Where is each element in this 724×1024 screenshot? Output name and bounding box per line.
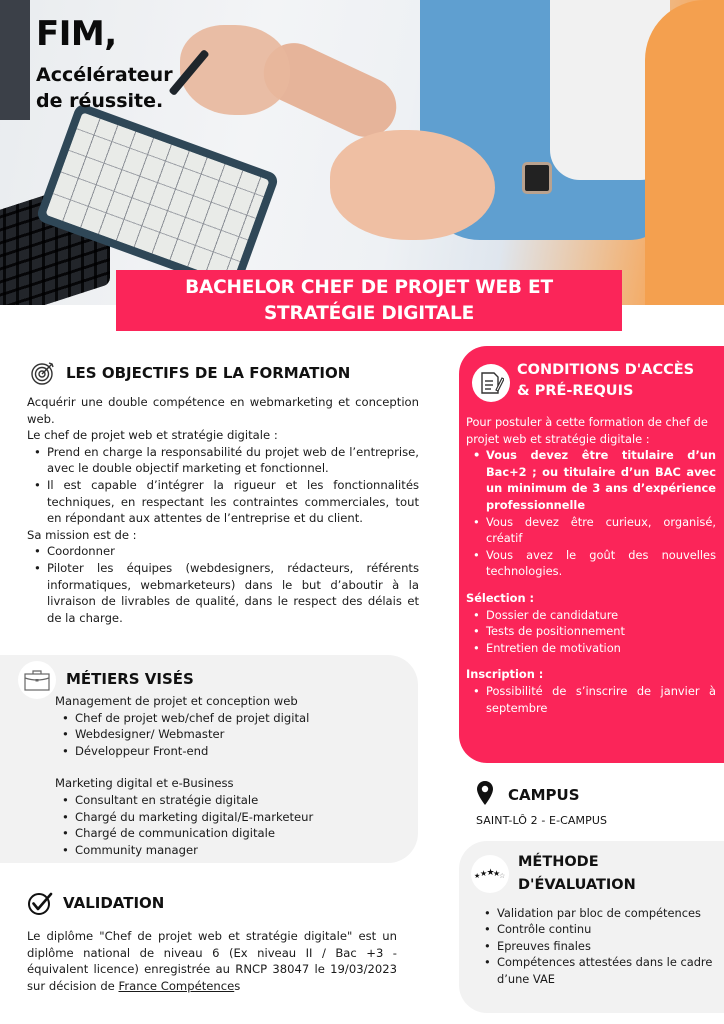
list-item: • Epreuves finales	[497, 938, 717, 954]
list-item: • Prend en charge la responsabilité du projet web de l’entreprise, avec le double objectif marketing et fonctionnel.	[47, 444, 419, 477]
monitor-edge	[0, 0, 30, 120]
svg-text:★: ★	[486, 868, 495, 878]
brand-block	[36, 14, 173, 114]
target-icon	[30, 360, 56, 386]
metiers-icon-badge	[18, 661, 56, 699]
metiers-group-title: Marketing digital et e-Business	[55, 776, 234, 791]
svg-text:★: ★	[493, 869, 501, 878]
methode-heading-line-1: MÉTHODE	[518, 854, 599, 870]
objectifs-intro: Acquérir une double compétence en webmarketing et conception web.	[27, 395, 419, 426]
svg-text:★: ★	[474, 872, 481, 880]
person-orange-sweater	[645, 0, 724, 305]
objectifs-lead: Le chef de projet web et stratégie digitale :	[27, 428, 278, 443]
selection-label: Sélection :	[466, 590, 535, 605]
objectifs-body	[27, 394, 419, 626]
objectifs-section	[27, 360, 419, 626]
requirements-list	[466, 447, 716, 580]
program-title-banner	[116, 270, 622, 331]
list-item: • Entretien de motivation	[486, 640, 716, 657]
list-item: • Dossier de candidature	[486, 607, 716, 624]
inscription-label: Inscription :	[466, 667, 544, 682]
validation-heading-text: VALIDATION	[63, 894, 165, 912]
conditions-section	[459, 346, 724, 763]
validation-text: Le diplôme "Chef de projet web et stratégie digitale" est un diplôme national de niveau 6 (Ex niveau II / Bac +3 - équivalent licence) enregistrée au RNCP 38047 le 19/03/2023 sur décision de	[27, 929, 397, 993]
objectifs-heading-text: LES OBJECTIFS DE LA FORMATION	[66, 364, 351, 382]
list-item: • Piloter les équipes (webdesigners, rédacteurs, référents informatiques, webmarketeurs) dans le but d’aboutir à la livraison de livrables de qualité, dans le respect des délais et de la charge.	[47, 560, 419, 626]
methode-heading-line-2: D'ÉVALUATION	[518, 877, 636, 893]
conditions-icon-badge	[472, 364, 510, 402]
list-item: • Développeur Front-end	[75, 743, 405, 760]
list-item: • Vous devez être curieux, organisé, créatif	[486, 514, 716, 547]
hand-with-pen	[180, 25, 290, 115]
metiers-group	[55, 693, 405, 759]
list-item: • Contrôle continu	[497, 921, 717, 937]
metiers-heading: MÉTIERS VISÉS	[66, 670, 194, 688]
mission-list	[27, 543, 419, 626]
validation-body	[27, 928, 397, 994]
list-item: • Chargé du marketing digital/E-marketeur	[75, 809, 405, 826]
program-title-line-2: STRATÉGIE DIGITALE	[263, 302, 475, 324]
check-circle-icon	[27, 890, 53, 916]
campus-heading	[476, 780, 716, 806]
validation-section	[27, 890, 397, 994]
list-item: • Community manager	[75, 842, 405, 859]
metiers-list	[55, 710, 405, 760]
metiers-section	[0, 655, 418, 863]
list-item: • Tests de positionnement	[486, 623, 716, 640]
campus-location: SAINT-LÔ 2 - E-CAMPUS	[476, 814, 608, 827]
star-rating-icon	[474, 867, 506, 881]
metiers-list	[55, 792, 405, 858]
methode-icon-badge	[471, 855, 509, 893]
methode-content	[477, 905, 717, 987]
document-edit-icon	[478, 370, 504, 396]
methode-heading	[518, 851, 636, 897]
campus-heading-text: CAMPUS	[508, 786, 580, 804]
objectifs-heading	[30, 360, 419, 386]
validation-text-suffix: s	[234, 978, 241, 993]
program-title-line-1: BACHELOR CHEF DE PROJET WEB ET	[185, 276, 553, 298]
selection-list	[466, 607, 716, 657]
svg-text:☆: ☆	[499, 872, 506, 880]
methode-section	[459, 841, 724, 1013]
list-item: • Consultant en stratégie digitale	[75, 792, 405, 809]
list-item: • Chargé de communication digitale	[75, 825, 405, 842]
conditions-content	[466, 414, 716, 716]
objectifs-list	[27, 444, 419, 527]
brand-name: FIM,	[36, 14, 117, 54]
smartwatch	[522, 162, 552, 194]
validation-heading	[27, 890, 397, 916]
methode-list	[477, 905, 717, 987]
gesturing-hand	[330, 130, 495, 240]
inscription-list	[466, 683, 716, 716]
brand-tagline-2: de réussite.	[36, 90, 164, 112]
metiers-group-title: Management de projet et conception web	[55, 694, 298, 708]
brand-tagline-1: Accélérateur	[36, 64, 173, 86]
conditions-intro: Pour postuler à cette formation de chef de projet web et stratégie digitale :	[466, 415, 708, 446]
map-pin-icon	[476, 780, 494, 806]
briefcase-icon	[24, 669, 50, 691]
svg-text:★: ★	[480, 869, 488, 878]
list-item: • Vous avez le goût des nouvelles technologies.	[486, 547, 716, 580]
mission-lead: Sa mission est de :	[27, 527, 137, 542]
conditions-heading-line-1: CONDITIONS D'ACCÈS	[517, 362, 695, 378]
list-item: • Possibilité de s’inscrire de janvier à septembre	[486, 683, 716, 716]
list-item: • Webdesigner/ Webmaster	[75, 726, 405, 743]
list-item: • Vous devez être titulaire d’un Bac+2 ; ou titulaire d’un BAC avec un minimum de 3 ans d’expérience professionnelle	[486, 447, 716, 513]
list-item: • Validation par bloc de compétences	[497, 905, 717, 921]
france-competences-link[interactable]: France Compétence	[118, 978, 235, 993]
list-item: • Coordonner	[47, 543, 419, 560]
list-item: • Compétences attestées dans le cadre d’une VAE	[497, 954, 717, 987]
metiers-content	[55, 693, 405, 874]
conditions-heading-line-2: & PRÉ-REQUIS	[517, 383, 634, 399]
campus-section	[476, 780, 716, 827]
list-item: • Chef de projet web/chef de projet digital	[75, 710, 405, 727]
metiers-group	[55, 775, 405, 858]
list-item: • Il est capable d’intégrer la rigueur et les fonctionnalités techniques, en respectant les contraintes commerciales, tout en répondant aux attentes de l’entreprise et du client.	[47, 477, 419, 527]
conditions-heading	[517, 360, 694, 402]
